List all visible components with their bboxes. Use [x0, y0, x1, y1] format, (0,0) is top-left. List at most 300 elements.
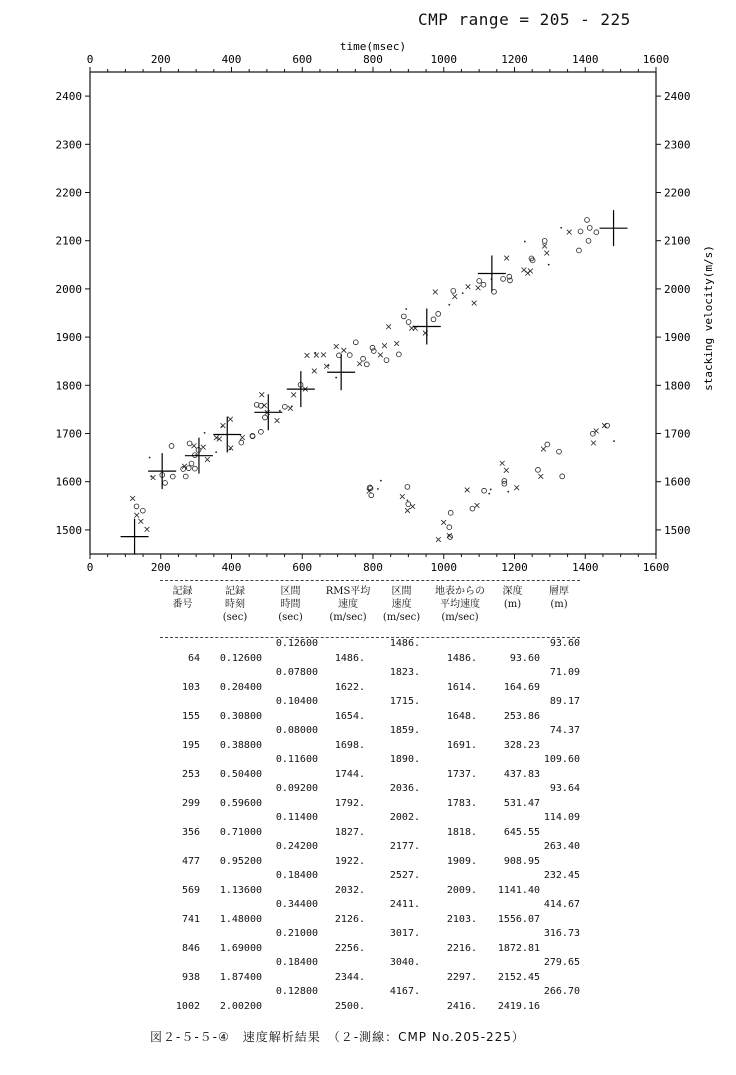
interval-time: 0.24200 [275, 841, 318, 852]
scatter-cross [541, 447, 546, 452]
scatter-cross [341, 348, 346, 353]
depth: 328.23 [503, 739, 540, 751]
scatter-dot [490, 489, 492, 491]
scatter-circle [189, 461, 194, 466]
velocity-table [160, 580, 580, 1015]
interval-row [160, 928, 580, 943]
record-number: 477 [181, 855, 200, 867]
interval-time: 0.18400 [275, 957, 318, 968]
record-row [160, 827, 580, 842]
column-header-line: 番号 [172, 599, 193, 610]
y-tick-label-left: 1700 [55, 427, 82, 441]
scatter-circle [536, 467, 541, 472]
scatter-cross [145, 527, 150, 532]
average-velocity: 1486. [446, 652, 477, 664]
scatter-dot [279, 410, 281, 412]
interval-row [160, 725, 580, 740]
column-header [538, 585, 580, 624]
average-velocity: 2103. [446, 913, 477, 925]
x-axis-label: time(msec) [339, 40, 407, 53]
scatter-circle [470, 506, 475, 511]
scatter-circle [542, 239, 547, 244]
layer-thickness: 316.73 [543, 928, 580, 939]
velocity-pick [213, 416, 241, 452]
scatter-cross [386, 324, 391, 329]
layer-thickness: 266.70 [543, 986, 580, 997]
layer-thickness: 232.45 [543, 870, 580, 881]
scatter-circle [447, 525, 452, 530]
rms-velocity: 2032. [334, 884, 365, 896]
y-tick-label-left: 2400 [55, 90, 82, 104]
scatter-circle [353, 340, 358, 345]
scatter-cross [378, 353, 383, 358]
record-time: 0.95200 [219, 855, 262, 867]
record-row [160, 798, 580, 813]
scatter-circle [192, 466, 197, 471]
scatter-circle [545, 442, 550, 447]
record-number: 846 [181, 942, 200, 954]
depth: 164.69 [503, 681, 540, 693]
scatter-cross [542, 244, 547, 249]
scatter-cross [334, 344, 339, 349]
rms-velocity: 2500. [334, 1000, 365, 1012]
layer-thickness: 89.17 [549, 696, 580, 707]
column-header-line: 区間 [391, 586, 412, 597]
column-header-line: (sec) [278, 612, 303, 623]
scatter-layer [130, 218, 615, 542]
velocity-pick [327, 354, 355, 390]
interval-velocity: 2036. [389, 783, 420, 794]
interval-time: 0.12800 [275, 986, 318, 997]
depth: 1556.07 [497, 913, 540, 925]
figure-caption: 図２-５-５-④ 速度解析結果 （２-測線：CMP No.205-225） [150, 1030, 525, 1044]
scatter-cross [466, 284, 471, 289]
scatter-circle [586, 238, 591, 243]
average-velocity: 1648. [446, 710, 477, 722]
velocity-pick [287, 371, 315, 407]
column-header-line: (sec) [222, 612, 248, 623]
depth: 908.95 [503, 855, 540, 867]
scatter-cross [130, 496, 135, 501]
record-time: 1.87400 [219, 971, 262, 983]
scatter-dot [405, 308, 407, 310]
scatter-cross [275, 418, 280, 423]
scatter-cross [305, 353, 310, 358]
interval-velocity: 1859. [389, 725, 420, 736]
scatter-circle [134, 504, 139, 509]
scatter-cross [312, 369, 317, 374]
y-tick-label-right: 2100 [664, 234, 691, 248]
interval-velocity: 1486. [389, 638, 420, 649]
scatter-circle [557, 449, 562, 454]
interval-velocity: 1890. [389, 754, 420, 765]
depth: 645.55 [503, 826, 540, 838]
y-tick-label-right: 1600 [664, 475, 691, 489]
record-row [160, 1001, 580, 1016]
layer-thickness: 114.09 [543, 812, 580, 823]
record-time: 0.71000 [219, 826, 262, 838]
record-time: 1.48000 [219, 913, 262, 925]
column-header-line: (m/sec) [382, 612, 421, 623]
record-row [160, 972, 580, 987]
y-tick-label-left: 2000 [55, 282, 82, 296]
y-tick-label-left: 1500 [55, 523, 82, 537]
scatter-cross [452, 294, 457, 299]
y-tick-label-left: 2300 [55, 138, 82, 152]
scatter-circle [406, 502, 411, 507]
velocity-pick [148, 453, 176, 489]
y-tick-label-left: 2200 [55, 186, 82, 200]
y-tick-label-right: 1800 [664, 379, 691, 393]
interval-row [160, 638, 580, 653]
column-header-line: (m/sec) [441, 612, 479, 623]
layer-thickness: 74.37 [549, 725, 580, 736]
interval-row [160, 696, 580, 711]
interval-velocity: 3040. [389, 957, 420, 968]
rms-velocity: 1622. [334, 681, 365, 693]
column-header-line: (m) [550, 599, 568, 610]
record-time: 1.69000 [219, 942, 262, 954]
x-tick-label-bottom: 1000 [430, 561, 457, 574]
interval-time: 0.12600 [275, 638, 318, 649]
y-tick-label-right: 2400 [664, 90, 691, 104]
record-row [160, 943, 580, 958]
scatter-cross [594, 429, 599, 434]
layer-thickness: 93.60 [549, 638, 580, 649]
scatter-dot [204, 432, 206, 434]
picks-layer [121, 210, 628, 554]
scatter-dot [314, 352, 316, 354]
record-time: 2.00200 [219, 1000, 262, 1012]
average-velocity: 1909. [446, 855, 477, 867]
interval-velocity: 3017. [389, 928, 420, 939]
layer-thickness: 109.60 [543, 754, 580, 765]
layer-thickness: 71.09 [549, 667, 580, 678]
rms-velocity: 2126. [334, 913, 365, 925]
velocity-pick [121, 519, 149, 555]
rms-velocity: 2256. [334, 942, 365, 954]
scatter-dot [488, 493, 490, 495]
column-header-line: 平均速度 [440, 599, 480, 610]
column-header [323, 585, 373, 624]
scatter-dot [462, 292, 464, 294]
column-header [374, 585, 429, 624]
interval-row [160, 754, 580, 769]
rms-velocity: 1698. [334, 739, 365, 751]
y-tick-label-right: 1700 [664, 427, 691, 441]
scatter-circle [239, 440, 244, 445]
scatter-circle [587, 225, 592, 230]
interval-velocity: 2527. [389, 870, 420, 881]
scatter-cross [221, 423, 226, 428]
x-tick-label-bottom: 1200 [501, 561, 528, 574]
scatter-dot [507, 491, 509, 493]
scatter-cross [262, 403, 267, 408]
scatter-cross [382, 343, 387, 348]
depth: 93.60 [509, 652, 540, 664]
record-row [160, 885, 580, 900]
x-tick-label-top: 1400 [572, 53, 599, 66]
rms-velocity: 1654. [334, 710, 365, 722]
interval-time: 0.08000 [275, 725, 318, 736]
scatter-cross [201, 445, 206, 450]
column-header-line [538, 611, 580, 624]
record-number: 569 [181, 884, 200, 896]
scatter-cross [441, 520, 446, 525]
y-tick-label-right: 1500 [664, 523, 691, 537]
scatter-cross [504, 468, 509, 473]
rms-velocity: 1792. [334, 797, 365, 809]
column-header-line: 速度 [391, 599, 412, 610]
record-row [160, 682, 580, 697]
scatter-cross [151, 475, 156, 480]
scatter-circle [347, 353, 352, 358]
scatter-dot [377, 488, 379, 490]
layer-thickness: 263.40 [543, 841, 580, 852]
column-header-line [160, 611, 205, 624]
depth: 2152.45 [497, 971, 540, 983]
column-header [263, 585, 318, 624]
interval-velocity: 4167. [389, 986, 420, 997]
column-header-line: 記録 [172, 586, 193, 597]
record-number: 195 [181, 739, 200, 751]
scatter-circle [405, 484, 410, 489]
column-header-line: RMS平均 [325, 586, 371, 597]
x-tick-label-bottom: 200 [150, 561, 171, 574]
scatter-circle [406, 320, 411, 325]
scatter-cross [436, 537, 441, 542]
interval-time: 0.11400 [275, 812, 318, 823]
scatter-cross [205, 457, 210, 462]
record-row [160, 856, 580, 871]
interval-time: 0.07800 [275, 667, 318, 678]
scatter-cross [591, 441, 596, 446]
scatter-circle [170, 474, 175, 479]
x-tick-label-top: 600 [292, 53, 313, 66]
velocity-pick [413, 308, 441, 344]
scatter-circle [431, 317, 436, 322]
record-time: 1.13600 [219, 884, 262, 896]
average-velocity: 2216. [446, 942, 477, 954]
interval-row [160, 812, 580, 827]
average-velocity: 2009. [446, 884, 477, 896]
record-row [160, 914, 580, 929]
average-velocity: 1737. [446, 768, 477, 780]
x-tick-label-top: 800 [363, 53, 383, 66]
axes-layer [56, 53, 691, 574]
record-number: 253 [181, 768, 200, 780]
rms-velocity: 2344. [334, 971, 365, 983]
scatter-circle [585, 218, 590, 223]
x-tick-label-top: 1600 [642, 53, 670, 66]
rms-velocity: 1486. [334, 652, 365, 664]
x-tick-label-top: 1000 [430, 53, 457, 66]
y-tick-label-right: 2300 [664, 138, 691, 152]
scatter-cross [394, 341, 399, 346]
scatter-cross [288, 406, 293, 411]
scatter-cross [291, 392, 296, 397]
x-tick-label-top: 200 [150, 53, 171, 66]
rms-velocity: 1827. [334, 826, 365, 838]
record-number: 356 [181, 826, 200, 838]
column-header-line [490, 611, 535, 624]
interval-time: 0.11600 [275, 754, 318, 765]
scatter-circle [187, 441, 192, 446]
interval-time: 0.21000 [275, 928, 318, 939]
scatter-dot [524, 241, 526, 243]
record-time: 0.20400 [219, 681, 262, 693]
table-body [160, 638, 580, 1015]
scatter-cross [433, 290, 438, 295]
scatter-circle [436, 311, 441, 316]
interval-time: 0.09200 [275, 783, 318, 794]
velocity-pick [254, 394, 282, 430]
x-tick-label-top: 400 [221, 53, 242, 66]
scatter-dot [149, 457, 151, 459]
column-header-line: 区間 [280, 586, 301, 597]
interval-time: 0.18400 [275, 870, 318, 881]
layer-thickness: 279.65 [543, 957, 580, 968]
scatter-cross [400, 494, 405, 499]
scatter-circle [169, 444, 174, 449]
depth: 437.83 [503, 768, 540, 780]
interval-velocity: 1823. [389, 667, 420, 678]
column-header-line: 時間 [280, 599, 301, 610]
y-tick-label-right: 2200 [664, 186, 691, 200]
scatter-cross [321, 352, 326, 357]
interval-row [160, 841, 580, 856]
y-tick-label-left: 1800 [55, 379, 82, 393]
scatter-circle [186, 466, 191, 471]
scatter-cross [500, 461, 505, 466]
interval-row [160, 667, 580, 682]
cmp-range-label: CMP range = 205 - 225 [418, 10, 631, 29]
x-tick-label-bottom: 1600 [642, 561, 670, 574]
scatter-circle [163, 481, 168, 486]
column-header [160, 585, 205, 624]
interval-time: 0.10400 [275, 696, 318, 707]
layer-thickness: 414.67 [543, 899, 580, 910]
average-velocity: 2297. [446, 971, 477, 983]
average-velocity: 1818. [446, 826, 477, 838]
scatter-circle [594, 230, 599, 235]
layer-thickness: 93.64 [549, 783, 580, 794]
table-header [160, 580, 580, 638]
scatter-circle [396, 352, 401, 357]
record-time: 0.30800 [219, 710, 262, 722]
depth: 253.86 [503, 710, 540, 722]
record-number: 938 [181, 971, 200, 983]
record-row [160, 711, 580, 726]
scatter-circle [590, 431, 595, 436]
velocity-pick [478, 255, 506, 291]
interval-row [160, 870, 580, 885]
record-time: 0.38800 [219, 739, 262, 751]
y-tick-label-left: 1900 [55, 331, 82, 345]
scatter-circle [451, 289, 456, 294]
column-header-line: 時刻 [225, 599, 245, 610]
record-time: 0.12600 [219, 652, 262, 664]
scatter-cross [544, 251, 549, 256]
column-header [432, 585, 488, 624]
x-tick-label-top: 1200 [501, 53, 528, 66]
y-axis-label: stacking velocity(m/s) [702, 245, 715, 391]
record-number: 64 [187, 652, 200, 664]
scatter-circle [364, 362, 369, 367]
scatter-circle [401, 314, 406, 319]
x-tick-label-top: 0 [86, 53, 94, 66]
scatter-dot [548, 264, 550, 266]
plot-frame [90, 72, 656, 554]
scatter-circle [183, 474, 188, 479]
scatter-dot [406, 499, 408, 501]
scatter-dot [448, 304, 450, 306]
record-row [160, 653, 580, 668]
x-tick-label-bottom: 800 [363, 561, 383, 574]
scatter-circle [263, 415, 268, 420]
x-tick-label-bottom: 1400 [572, 561, 599, 574]
column-header-line: (m) [503, 599, 522, 610]
scatter-circle [448, 510, 453, 515]
scatter-circle [282, 404, 287, 409]
column-header-line: 深度 [502, 586, 523, 597]
scatter-cross [405, 508, 410, 513]
rms-velocity: 1744. [334, 768, 365, 780]
interval-velocity: 2177. [389, 841, 420, 852]
scatter-dot [613, 440, 615, 442]
depth: 1872.81 [497, 942, 540, 954]
record-number: 103 [181, 681, 200, 693]
column-header-line: 層厚 [549, 586, 569, 597]
interval-row [160, 957, 580, 972]
depth: 531.47 [503, 797, 540, 809]
interval-row [160, 986, 580, 1001]
velocity-pick [600, 210, 628, 246]
interval-velocity: 2411. [389, 899, 420, 910]
scatter-cross [228, 417, 233, 422]
scatter-cross [504, 256, 509, 261]
average-velocity: 1614. [446, 681, 477, 693]
depth: 1141.40 [497, 884, 540, 896]
scatter-cross [138, 519, 143, 524]
y-tick-label-right: 2000 [664, 282, 691, 296]
record-row [160, 740, 580, 755]
scatter-cross [357, 361, 362, 366]
record-time: 0.50400 [219, 768, 262, 780]
depth: 2419.16 [497, 1000, 540, 1012]
scatter-cross [475, 503, 480, 508]
scatter-cross [465, 488, 470, 493]
column-header-line: (m/sec) [329, 612, 367, 623]
velocity-pick [185, 438, 213, 474]
record-row [160, 769, 580, 784]
scatter-circle [384, 358, 389, 363]
scatter-circle [560, 474, 565, 479]
column-header [210, 585, 260, 624]
x-tick-label-bottom: 600 [292, 561, 313, 574]
interval-time: 0.34400 [275, 899, 318, 910]
y-tick-label-left: 1600 [55, 475, 82, 489]
scatter-cross [514, 485, 519, 490]
rms-velocity: 1922. [334, 855, 365, 867]
y-tick-label-left: 2100 [55, 234, 82, 248]
x-tick-label-bottom: 400 [221, 561, 242, 574]
scatter-dot [560, 227, 562, 229]
column-header-line: 地表からの [435, 586, 485, 597]
scatter-cross [538, 474, 543, 479]
scatter-cross [472, 301, 477, 306]
record-number: 299 [181, 797, 200, 809]
